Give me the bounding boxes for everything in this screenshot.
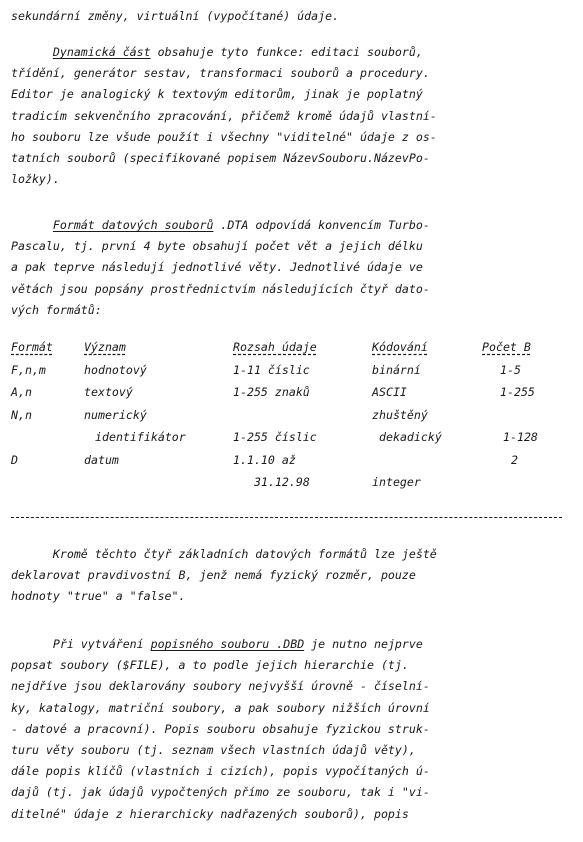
table-cell: 1-255 znaků — [233, 385, 310, 399]
paragraph-dynamic-part — [11, 42, 576, 190]
paragraph-description-file — [11, 634, 576, 825]
text-line — [11, 42, 576, 63]
table-cell: zhuštěný — [372, 407, 428, 422]
table-cell: ASCII — [372, 385, 407, 399]
text-line: a pak teprve následují jednotlivé věty. Jednotlivé údaje ve — [11, 260, 423, 275]
table-bottom-rule — [11, 517, 562, 518]
table-cell: 1-5 — [500, 362, 521, 377]
format-table — [11, 340, 576, 498]
column-header: Počet B — [482, 340, 531, 354]
table-header-row — [11, 340, 576, 363]
text-line: popsat soubory ($FILE), a to podle jejich hierarchie (tj. — [11, 658, 409, 673]
table-cell: D — [11, 452, 18, 467]
text-line: turu věty souboru (tj. seznam všech vlastních údajů věty), — [11, 742, 416, 757]
table-cell: A,n — [11, 385, 32, 399]
table-cell: 1-11 číslic — [233, 362, 310, 377]
text-line: ky, katalogy, matriční soubory, a pak soubory nižších úrovní — [11, 700, 430, 715]
table-cell: 1-255 číslic — [233, 430, 317, 444]
table-cell: 1.1.10 až — [233, 452, 296, 467]
table-cell: 2 — [511, 452, 518, 467]
column-header: Kódování — [372, 340, 428, 354]
text-line: sekundární změny, virtuální (vypočítané) údaje. — [11, 9, 340, 23]
table-row — [11, 430, 576, 453]
text-line: deklarovat pravdivostní B, jenž nemá fyzický rozměr, pouze — [11, 568, 416, 583]
table-cell: binární — [372, 362, 421, 377]
table-cell: numerický — [84, 407, 147, 422]
text-line: dajů (tj. jak údajů vypočtených přímo ze souboru, tak i "vi- — [11, 785, 430, 800]
table-cell: F,n,m — [11, 362, 46, 377]
text-line: Pascalu, tj. první 4 byte obsahují počet vět a jejich délku — [11, 239, 423, 254]
table-row — [11, 363, 576, 386]
column-header: Rozsah údaje — [233, 340, 317, 354]
table-row — [11, 385, 576, 408]
table-row — [11, 453, 576, 476]
table-cell: identifikátor — [95, 430, 186, 444]
text-fragment: je nutno nejprve — [304, 637, 423, 651]
text-line: ho souboru lze všude použít i všechny "viditelné" údaje z os- — [11, 129, 437, 144]
text-line: dále popis klíčů (vlastních i cizích), popis vypočítaných ú- — [11, 764, 430, 779]
text-line: Editor je analogický k textovým editorům, jinak je poplatný — [11, 87, 423, 102]
text-line — [11, 544, 576, 565]
text-fragment: .DTA odpovídá konvencím Turbo- — [213, 218, 430, 232]
table-cell: 31.12.98 — [254, 475, 310, 489]
text-line: vých formátů: — [11, 302, 102, 317]
column-header: Význam — [84, 340, 126, 354]
underlined-term: Dynamická část — [52, 45, 151, 59]
table-row — [11, 408, 576, 431]
text-line — [11, 634, 576, 655]
text-fragment: Při vytváření — [52, 637, 151, 651]
table-cell: datum — [84, 452, 119, 467]
table-cell: N,n — [11, 407, 32, 422]
text-line: nejdříve jsou deklarovány soubory nejvyšší úrovně - číselní- — [11, 679, 430, 694]
table-cell: textový — [84, 385, 133, 399]
text-fragment: obsahuje tyto funkce: editaci souborů, — [150, 45, 423, 59]
underlined-term: Formát datových souborů — [52, 218, 214, 232]
text-line: třídění, generátor sestav, transformaci souborů a procedury. — [11, 66, 430, 81]
table-cell: dekadický — [379, 430, 442, 444]
text-fragment: Kromě těchto čtyř základních datových formátů lze ještě — [52, 547, 437, 561]
underlined-term: popisného souboru .DBD — [150, 637, 305, 651]
text-line: tatních souborů (specifikované popisem NázevSouboru.NázevPo- — [11, 150, 430, 165]
text-line: tradicím sekvenčního zpracování, přičemž kromě údajů vlastní- — [11, 108, 437, 123]
paragraph-boolean — [11, 544, 576, 608]
paragraph-data-file-format — [11, 215, 576, 321]
table-row — [11, 475, 576, 498]
table-cell: 1-128 — [503, 430, 538, 444]
table-cell: integer — [372, 475, 421, 489]
text-line: ditelné" údaje z hierarchicky nadřazených souborů), popis — [11, 806, 409, 821]
text-line: ložky). — [11, 172, 60, 187]
table-cell: hodnotový — [84, 362, 147, 377]
top-line — [11, 6, 576, 27]
text-line: hodnoty "true" a "false". — [11, 589, 186, 604]
table-cell: 1-255 — [500, 385, 535, 399]
column-header: Formát — [11, 340, 53, 354]
text-line: - datové a pracovní). Popis souboru obsahuje fyzickou struk- — [11, 721, 430, 736]
text-line — [11, 215, 576, 236]
text-line: větách jsou popsány prostřednictvím následujících čtyř dato- — [11, 281, 430, 296]
